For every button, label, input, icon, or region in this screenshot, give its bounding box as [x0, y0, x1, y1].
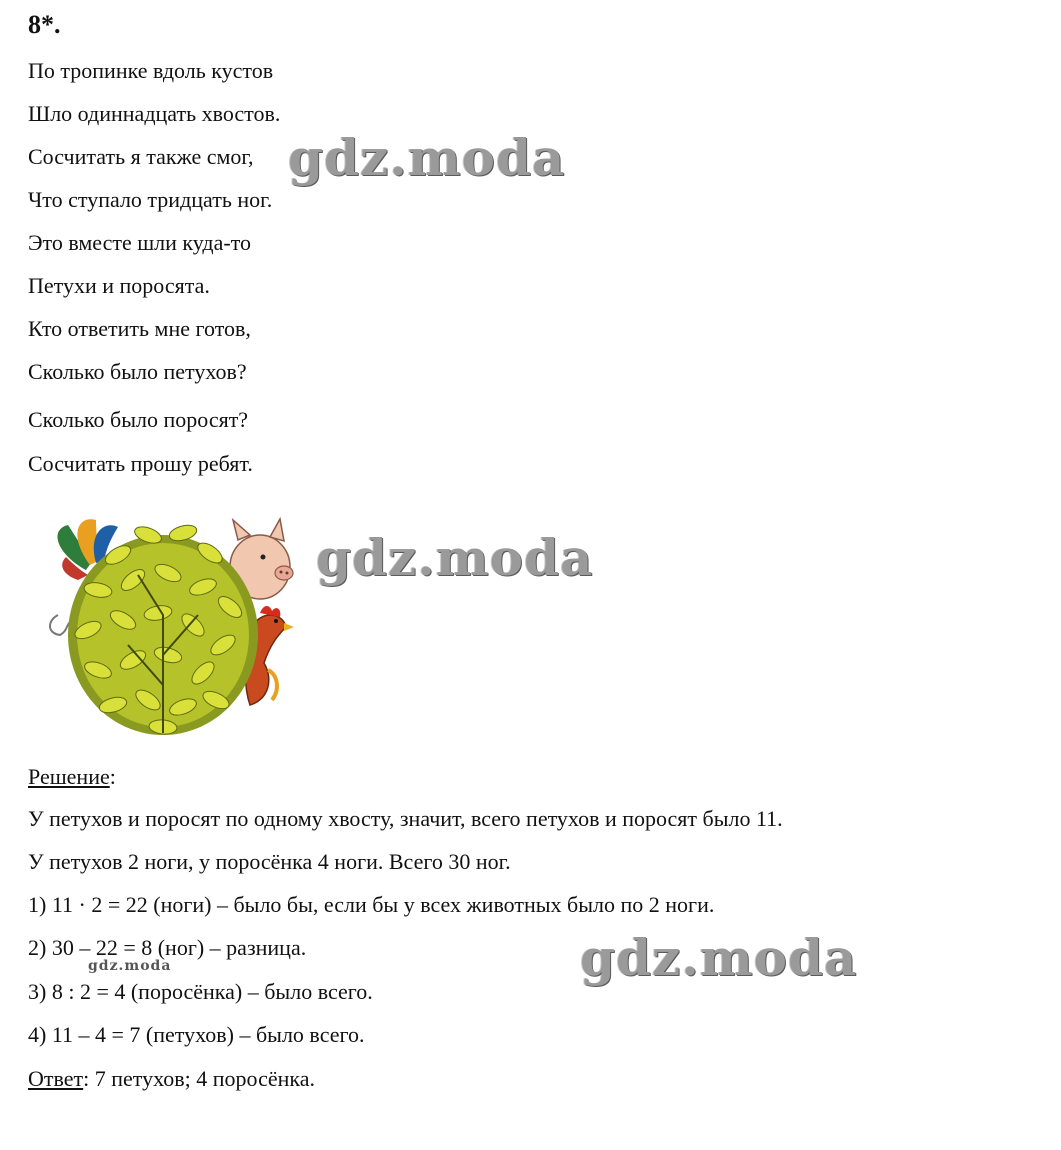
- solution-line: У петухов 2 ноги, у поросёнка 4 ноги. Всего 30 ног.: [28, 849, 511, 874]
- solution-heading-label: Решение: [28, 764, 110, 789]
- poem-line: Сосчитать прошу ребят.: [28, 451, 253, 476]
- solution-line: У петухов и поросят по одному хвосту, значит, всего петухов и поросят было 11.: [28, 806, 783, 831]
- answer-line: [28, 1066, 315, 1092]
- watermark: gdz.moda: [288, 128, 566, 187]
- watermark: gdz.moda: [580, 928, 858, 987]
- poem-line: Это вместе шли куда-то: [28, 230, 252, 255]
- poem-line: Шло одиннадцать хвостов.: [28, 101, 281, 126]
- poem-line: Сосчитать я также смог,: [28, 144, 254, 169]
- solution-line: 1) 11 · 2 = 22 (ноги) – было бы, если бы у всех животных было по 2 ноги.: [28, 892, 715, 917]
- solution-heading-colon: :: [109, 764, 116, 789]
- solution-line: 3) 8 : 2 = 4 (поросёнка) – было всего.: [28, 979, 373, 1004]
- poem-line: Сколько было петухов?: [28, 359, 247, 384]
- answer-text: : 7 петухов; 4 поросёнка.: [83, 1066, 316, 1091]
- poem-line: Кто ответить мне готов,: [28, 316, 251, 341]
- answer-label: Ответ: [28, 1066, 84, 1091]
- poem-line: Петухи и поросята.: [28, 273, 210, 298]
- solution-heading: [28, 764, 116, 790]
- solution-line: 2) 30 – 22 = 8 (ног) – разница.: [28, 935, 307, 960]
- bush-with-roosters-and-piglet-illustration: [38, 495, 300, 745]
- watermark-small: gdz.moda: [88, 958, 172, 974]
- poem-line: Сколько было поросят?: [28, 407, 249, 432]
- poem-line: Что ступало тридцать ног.: [28, 187, 273, 212]
- watermark: gdz.moda: [316, 528, 594, 587]
- solution-line: 4) 11 – 4 = 7 (петухов) – было всего.: [28, 1022, 365, 1047]
- poem-line: По тропинке вдоль кустов: [28, 58, 274, 83]
- task-number: 8*.: [28, 10, 61, 39]
